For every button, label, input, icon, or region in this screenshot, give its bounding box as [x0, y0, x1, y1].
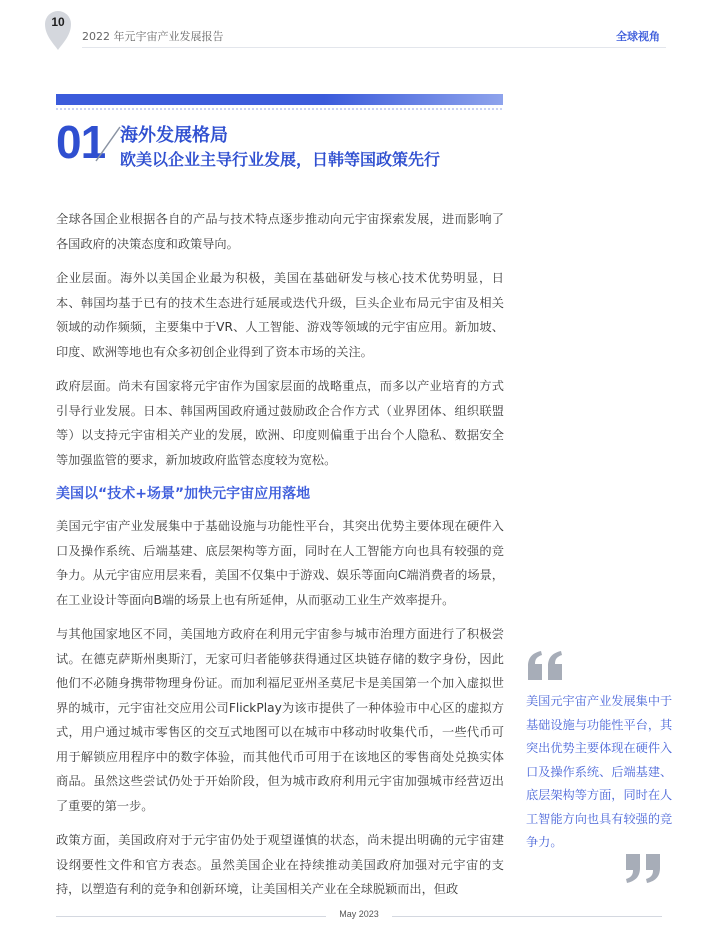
paragraph-usa-policy: 政策方面，美国政府对于元宇宙仍处于观望谨慎的状态，尚未提出明确的元宇宙建设纲要性文件和官方表态。虽然美国企业在持续推动美国政府加强对元宇宙的支持，以塑造有利的竞争和创新环境，让美国相关产业在全球脱颖而出，但政: [56, 833, 504, 896]
report-title: 2022 年元宇宙产业发展报告: [82, 30, 224, 43]
section-subtitle: 欧美以企业主导行业发展，日韩等国政策先行: [120, 150, 441, 169]
subheading-usa: 美国以“技术+场景”加快元宇宙应用落地: [56, 486, 311, 502]
paragraph-enterprise: 企业层面。海外以美国企业最为积极，美国在基础研发与核心技术优势明显，日本、韩国均基于已有的技术生态进行延展或迭代升级，巨头企业布局元宇宙及相关领域的动作频频，主要集中于VR、人工智能、游戏等领域的元宇宙应用。新加坡、印度、欧洲等地也有众多初创企业得到了资本市场的关注。: [56, 271, 504, 359]
section-number: 01: [56, 116, 106, 168]
paragraph-usa-industry: 美国元宇宙产业发展集中于基础设施与功能性平台，其突出优势主要体现在硬件入口及操作系统、后端基建、底层架构等方面，同时在人工智能方向也具有较强的竞争力。从元宇宙应用层来看，美国不仅集中于游戏、娱乐等面向C端消费者的场景，在工业设计等面向B端的场景上也有所延伸，从而驱动工业生产效率提升。: [56, 519, 504, 607]
footer-date: May 2023: [339, 909, 379, 919]
title-accent-bar: [56, 94, 503, 105]
open-quote-icon: [526, 650, 566, 682]
section-label: 全球视角: [616, 30, 660, 43]
close-quote-icon: [622, 852, 662, 884]
paragraph-usa-cities: 与其他国家地区不同，美国地方政府在利用元宇宙参与城市治理方面进行了积极尝试。在德克萨斯州奥斯汀，无家可归者能够获得通过区块链存储的数字身份，因此他们不必随身携带物理身份证。而加利福尼亚州圣莫尼卡是美国第一个加入虚拟世界的城市，元宇宙社交应用公司FlickPlay为该市提供了一种体验市中心区的虚拟方式，用户通过城市零售区的交互式地图可以在城市中移动时收集代币，一些代币可用于解锁应用程序中的数字体验，而其他代币可用于在该地区的零售商处兑换实体商品。虽然这些尝试仍处于开始阶段，但为城市政府利用元宇宙加强城市经营迈出了重要的第一步。: [56, 627, 504, 813]
title-accent-stripe: [56, 108, 503, 110]
pull-quote-text: 美国元宇宙产业发展集中于基础设施与功能性平台，其突出优势主要体现在硬件入口及操作系统、后端基建、底层架构等方面，同时在人工智能方向也具有较强的竞争力。: [526, 694, 673, 849]
section-title: 海外发展格局: [120, 125, 228, 146]
paragraph-government: 政府层面。尚未有国家将元宇宙作为国家层面的战略重点，而多以产业培育的方式引导行业发展。日本、韩国两国政府通过鼓励政企合作方式（业界团体、组织联盟等）以支持元宇宙相关产业的发展，欧洲、印度则偏重于出台个人隐私、数据安全等加强监管的要求，新加坡政府监管态度较为宽松。: [56, 379, 504, 467]
header-divider: [82, 47, 666, 48]
paragraph-intro: 全球各国企业根据各自的产品与技术特点逐步推动向元宇宙探索发展，进而影响了各国政府的决策态度和政策导向。: [56, 212, 504, 251]
page-number: 10: [51, 15, 65, 29]
footer-divider-right: [392, 916, 662, 917]
body-text: [56, 207, 504, 912]
footer-divider-left: [56, 916, 326, 917]
